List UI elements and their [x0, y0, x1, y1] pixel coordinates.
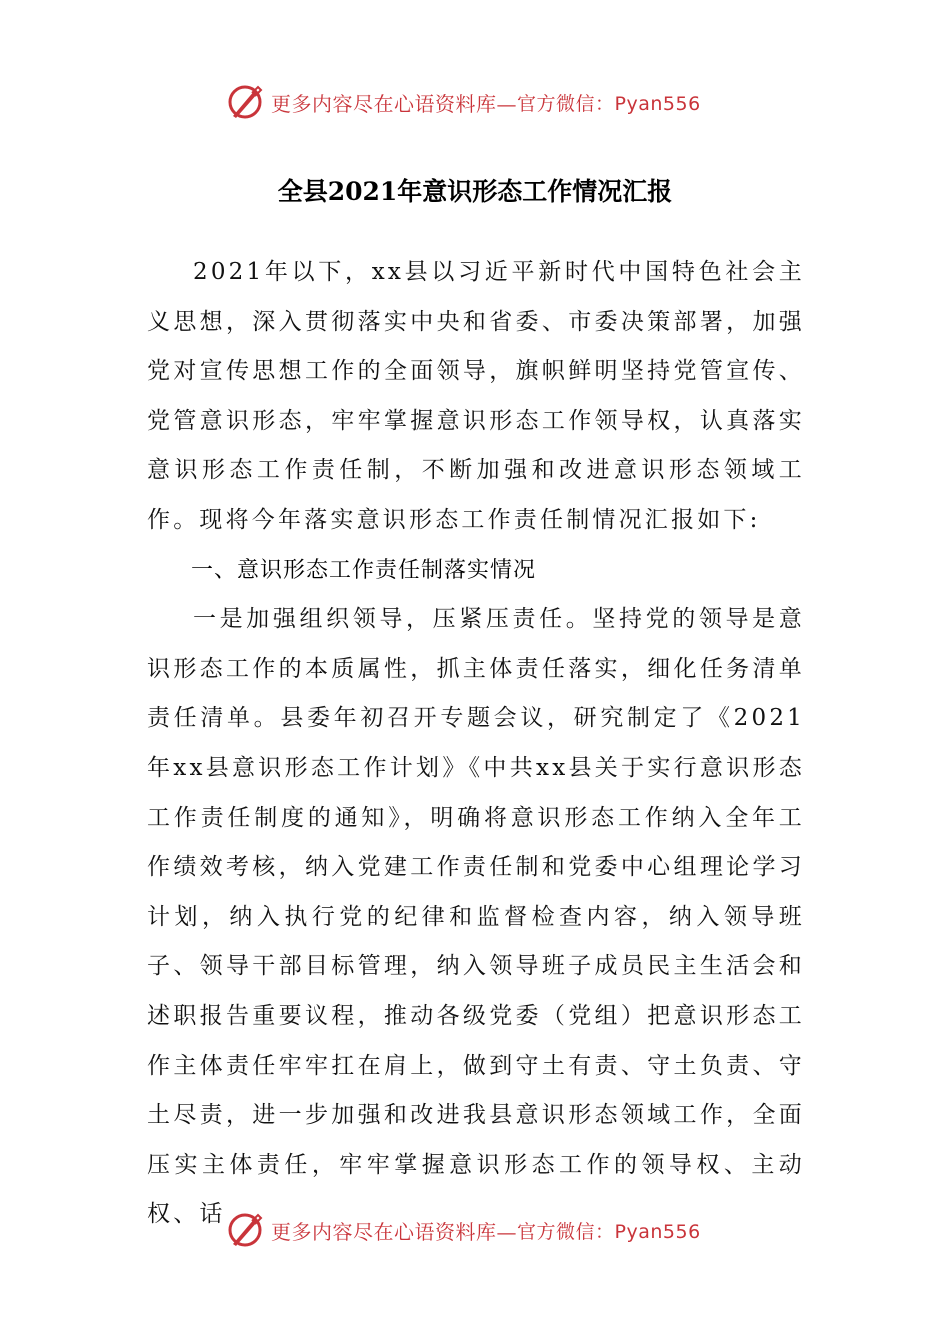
- document-title: 全县2021年意识形态工作情况汇报: [277, 177, 673, 206]
- watermark-contact: 官方微信：Pyan556: [517, 1220, 701, 1243]
- quill-logo-icon: [225, 82, 265, 122]
- watermark-text: 更多内容尽在心语资料库—: [271, 1219, 517, 1244]
- watermark-text: 更多内容尽在心语资料库—: [271, 91, 517, 116]
- body-paragraph: 一是加强组织领导，压紧压责任。坚持党的领导是意识形态工作的本质属性，抓主体责任落实，细化任务清单责任清单。县委年初召开专题会议，研究制定了《2021年xx县意识形态工作计划》《中共xx县关于实行意识形态工作责任制度的通知》，明确将意识形态工作纳入全年工作绩效考核，纳入党建工作责任制和党委中心组理论学习计划，纳入执行党的纪律和监督检查内容，纳入领导班子、领导干部目标管理，纳入领导班子成员民主生活会和述职报告重要议程，推动各级党委（党组）把意识形态工作主体责任牢牢扛在肩上，做到守土有责、守土负责、守土尽责，进一步加强和改进我县意识形态领域工作，全面压实主体责任，牢牢掌握意识形态工作的领导权、主动权、话: [147, 606, 805, 1228]
- quill-logo-icon: [225, 1210, 265, 1250]
- section-heading: 一、意识形态工作责任制落实情况: [191, 557, 537, 583]
- header-watermark: [225, 82, 701, 122]
- footer-watermark: [225, 1210, 701, 1250]
- watermark-contact: 官方微信：Pyan556: [517, 92, 701, 115]
- intro-paragraph: 2021年以下，xx县以习近平新时代中国特色社会主义思想，深入贯彻落实中央和省委、市委决策部署，加强党对宣传思想工作的全面领导，旗帜鲜明坚持党管宣传、党管意识形态，牢牢掌握意识形态工作领导权，认真落实意识形态工作责任制，不断加强和改进意识形态领域工作。现将今年落实意识形态工作责任制情况汇报如下:: [147, 259, 805, 533]
- document-body: [147, 248, 805, 1240]
